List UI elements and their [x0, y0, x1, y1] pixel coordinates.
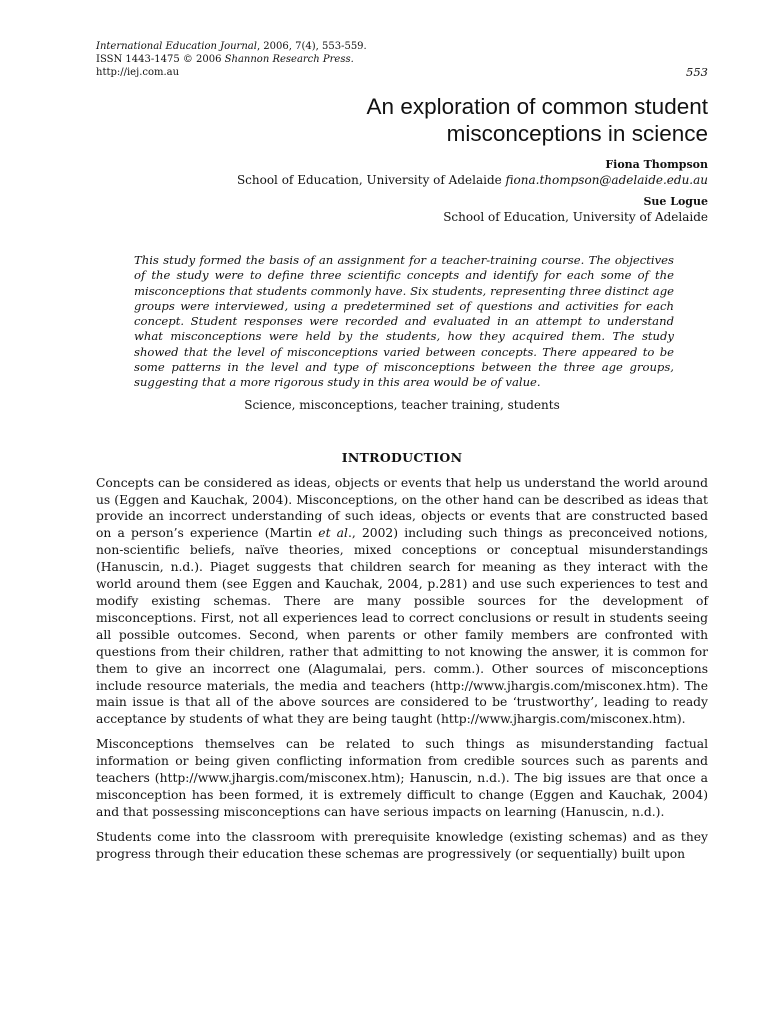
publisher: Shannon Research Press. — [224, 54, 354, 65]
section-heading-introduction: INTRODUCTION — [341, 449, 463, 465]
page-number: 553 — [686, 65, 708, 79]
author-email-1[interactable]: fiona.thompson@adelaide.edu.au — [505, 173, 708, 187]
author-affiliation-2: School of Education, University of Adelaide — [443, 210, 708, 224]
paragraph-1-text-a: Concepts can be considered as ideas, objects or events that help us understand the world around us (Eggen and Kauchak, 2004). Misconceptions, on the other hand can be described as ideas that provide an incorrect understanding of such ideas, objects or events that are constructed based on a person’s experience (Martin — [96, 475, 708, 541]
journal-url[interactable]: http://iej.com.au — [96, 67, 180, 78]
issn: ISSN 1443-1475 © 2006 — [96, 54, 225, 65]
body-paragraph-1 — [96, 475, 708, 729]
keywords: Science, misconceptions, teacher training, students — [244, 397, 560, 412]
author-name-1: Fiona Thompson — [605, 158, 708, 171]
title-line-2: misconceptions in science — [446, 121, 708, 146]
paper-page — [96, 40, 708, 863]
paragraph-1-text-b: ., 2002) including such things as preconceived notions, non-scientific beliefs, naïve theories, mixed conceptions or conceptual misunderstandings (Hanuscin, n.d.). Piaget suggests that children search for meaning as they interact with the world around them (see Eggen and Kauchak, 2004, p.281) and use such experiences to test and modify existing schemas. There are many possible sources for the development of misconceptions. First, not all experiences lead to correct conclusions or result in students seeing all possible outcomes. Second, when parents or other family members are confronted with questions from their children, rather that admitting to not knowing the answer, it is common for them to give an incorrect one (Alagumalai, pers. comm.). Other sources of misconceptions include resource materials, the media and teachers (http://www.jhargis.com/misconex.htm). The main issue is that all of the above sources are considered to be ‘trustworthy’, leading to ready acceptance by students of what they are being taught (http://www.jhargis.com/misconex.htm). — [96, 526, 708, 727]
journal-name: International Education Journal — [96, 41, 257, 52]
body-paragraph-3: Students come into the classroom with prerequisite knowledge (existing schemas) and as they progress through their education these schemas are progressively (or sequentially) built upon — [96, 829, 708, 861]
abstract: This study formed the basis of an assignment for a teacher-training course. The objectives of the study were to define three scientific concepts and identify for each some of the misconceptions that students commonly have. Six students, representing three distinct age groups were interviewed, using a predetermined set of questions and activities for each concept. Student responses were recorded and evaluated in an attempt to understand what misconceptions were held by the students, how they acquired them. The study showed that the level of misconceptions varied between concepts. There appeared to be some patterns in the level and type of misconceptions between the three age groups, suggesting that a more rigorous study in this area would be of value. — [134, 253, 674, 390]
author-affiliation-1 — [96, 172, 708, 188]
journal-header — [96, 40, 708, 79]
paragraph-1-et-al: et al — [318, 526, 348, 541]
affiliation-text-1: School of Education, University of Adelaide — [236, 173, 506, 187]
journal-citation: , 2006, 7(4), 553-559. — [256, 41, 367, 52]
author-name-2: Sue Logue — [643, 195, 708, 208]
title-line-1: An exploration of common student — [366, 94, 708, 119]
body-paragraph-2: Misconceptions themselves can be related to such things as misunderstanding factual information or being given conflicting information from credible sources such as parents and teachers (http://www.jhargis.com/misconex.htm); Hanuscin, n.d.). The big issues are that once a misconception has been formed, it is extremely difficult to change (Eggen and Kauchak, 2004) and that possessing misconceptions can have serious impacts on learning (Hanuscin, n.d.). — [96, 737, 708, 819]
paper-title — [96, 93, 708, 147]
